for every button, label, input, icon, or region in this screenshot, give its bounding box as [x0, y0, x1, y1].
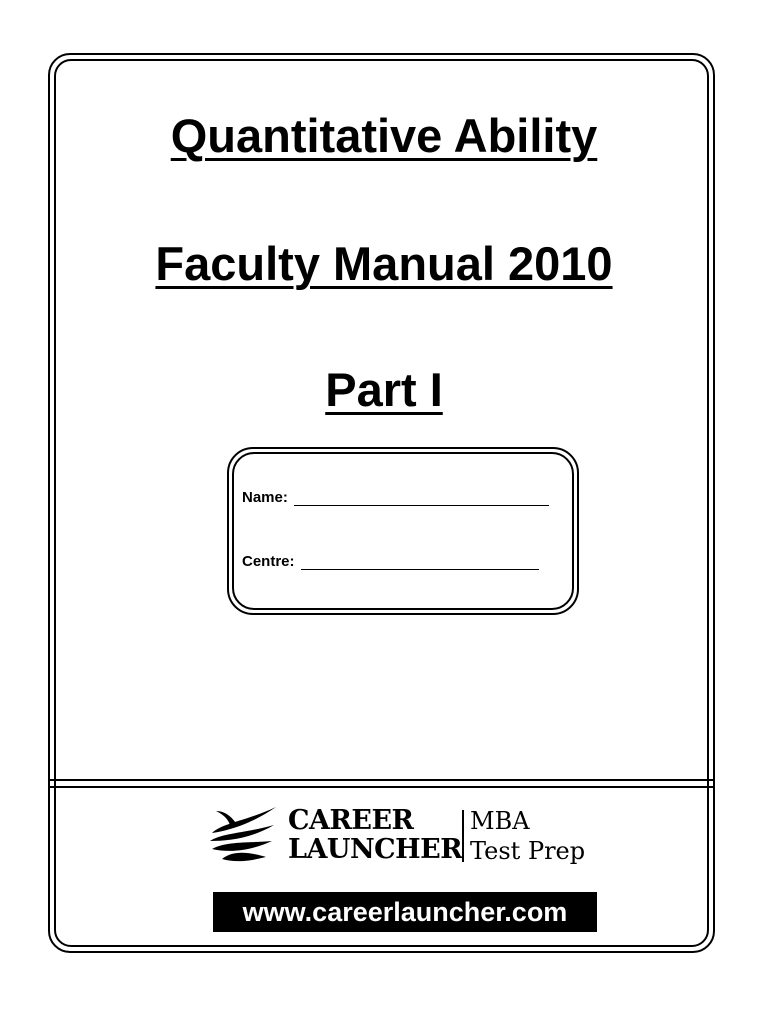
name-label: Name:: [242, 489, 288, 506]
brand-line-1: CAREER: [288, 805, 414, 836]
brand-tagline: [470, 806, 585, 866]
tagline-line-2: Test Prep: [470, 837, 586, 865]
website-banner: [213, 892, 597, 932]
name-blank-line: [294, 491, 549, 506]
website-url: www.careerlauncher.com: [242, 896, 568, 927]
footer-divider-top: [50, 779, 713, 781]
details-box: [232, 452, 574, 610]
footer-divider-bottom: [50, 786, 713, 788]
centre-label: Centre:: [242, 553, 295, 570]
centre-blank-line: [301, 555, 539, 570]
brand-line-2: LAUNCHER: [288, 834, 463, 865]
brand-divider: [462, 810, 464, 862]
cover-title: Quantitative Ability: [170, 109, 598, 162]
name-field: [242, 489, 549, 506]
cover-subtitle: Faculty Manual 2010: [155, 237, 613, 290]
cover-part: Part I: [325, 363, 443, 416]
centre-field: [242, 553, 539, 570]
brand-name: [288, 806, 462, 864]
swoosh-logo-icon: [206, 803, 278, 865]
tagline-line-1: MBA: [470, 807, 530, 835]
